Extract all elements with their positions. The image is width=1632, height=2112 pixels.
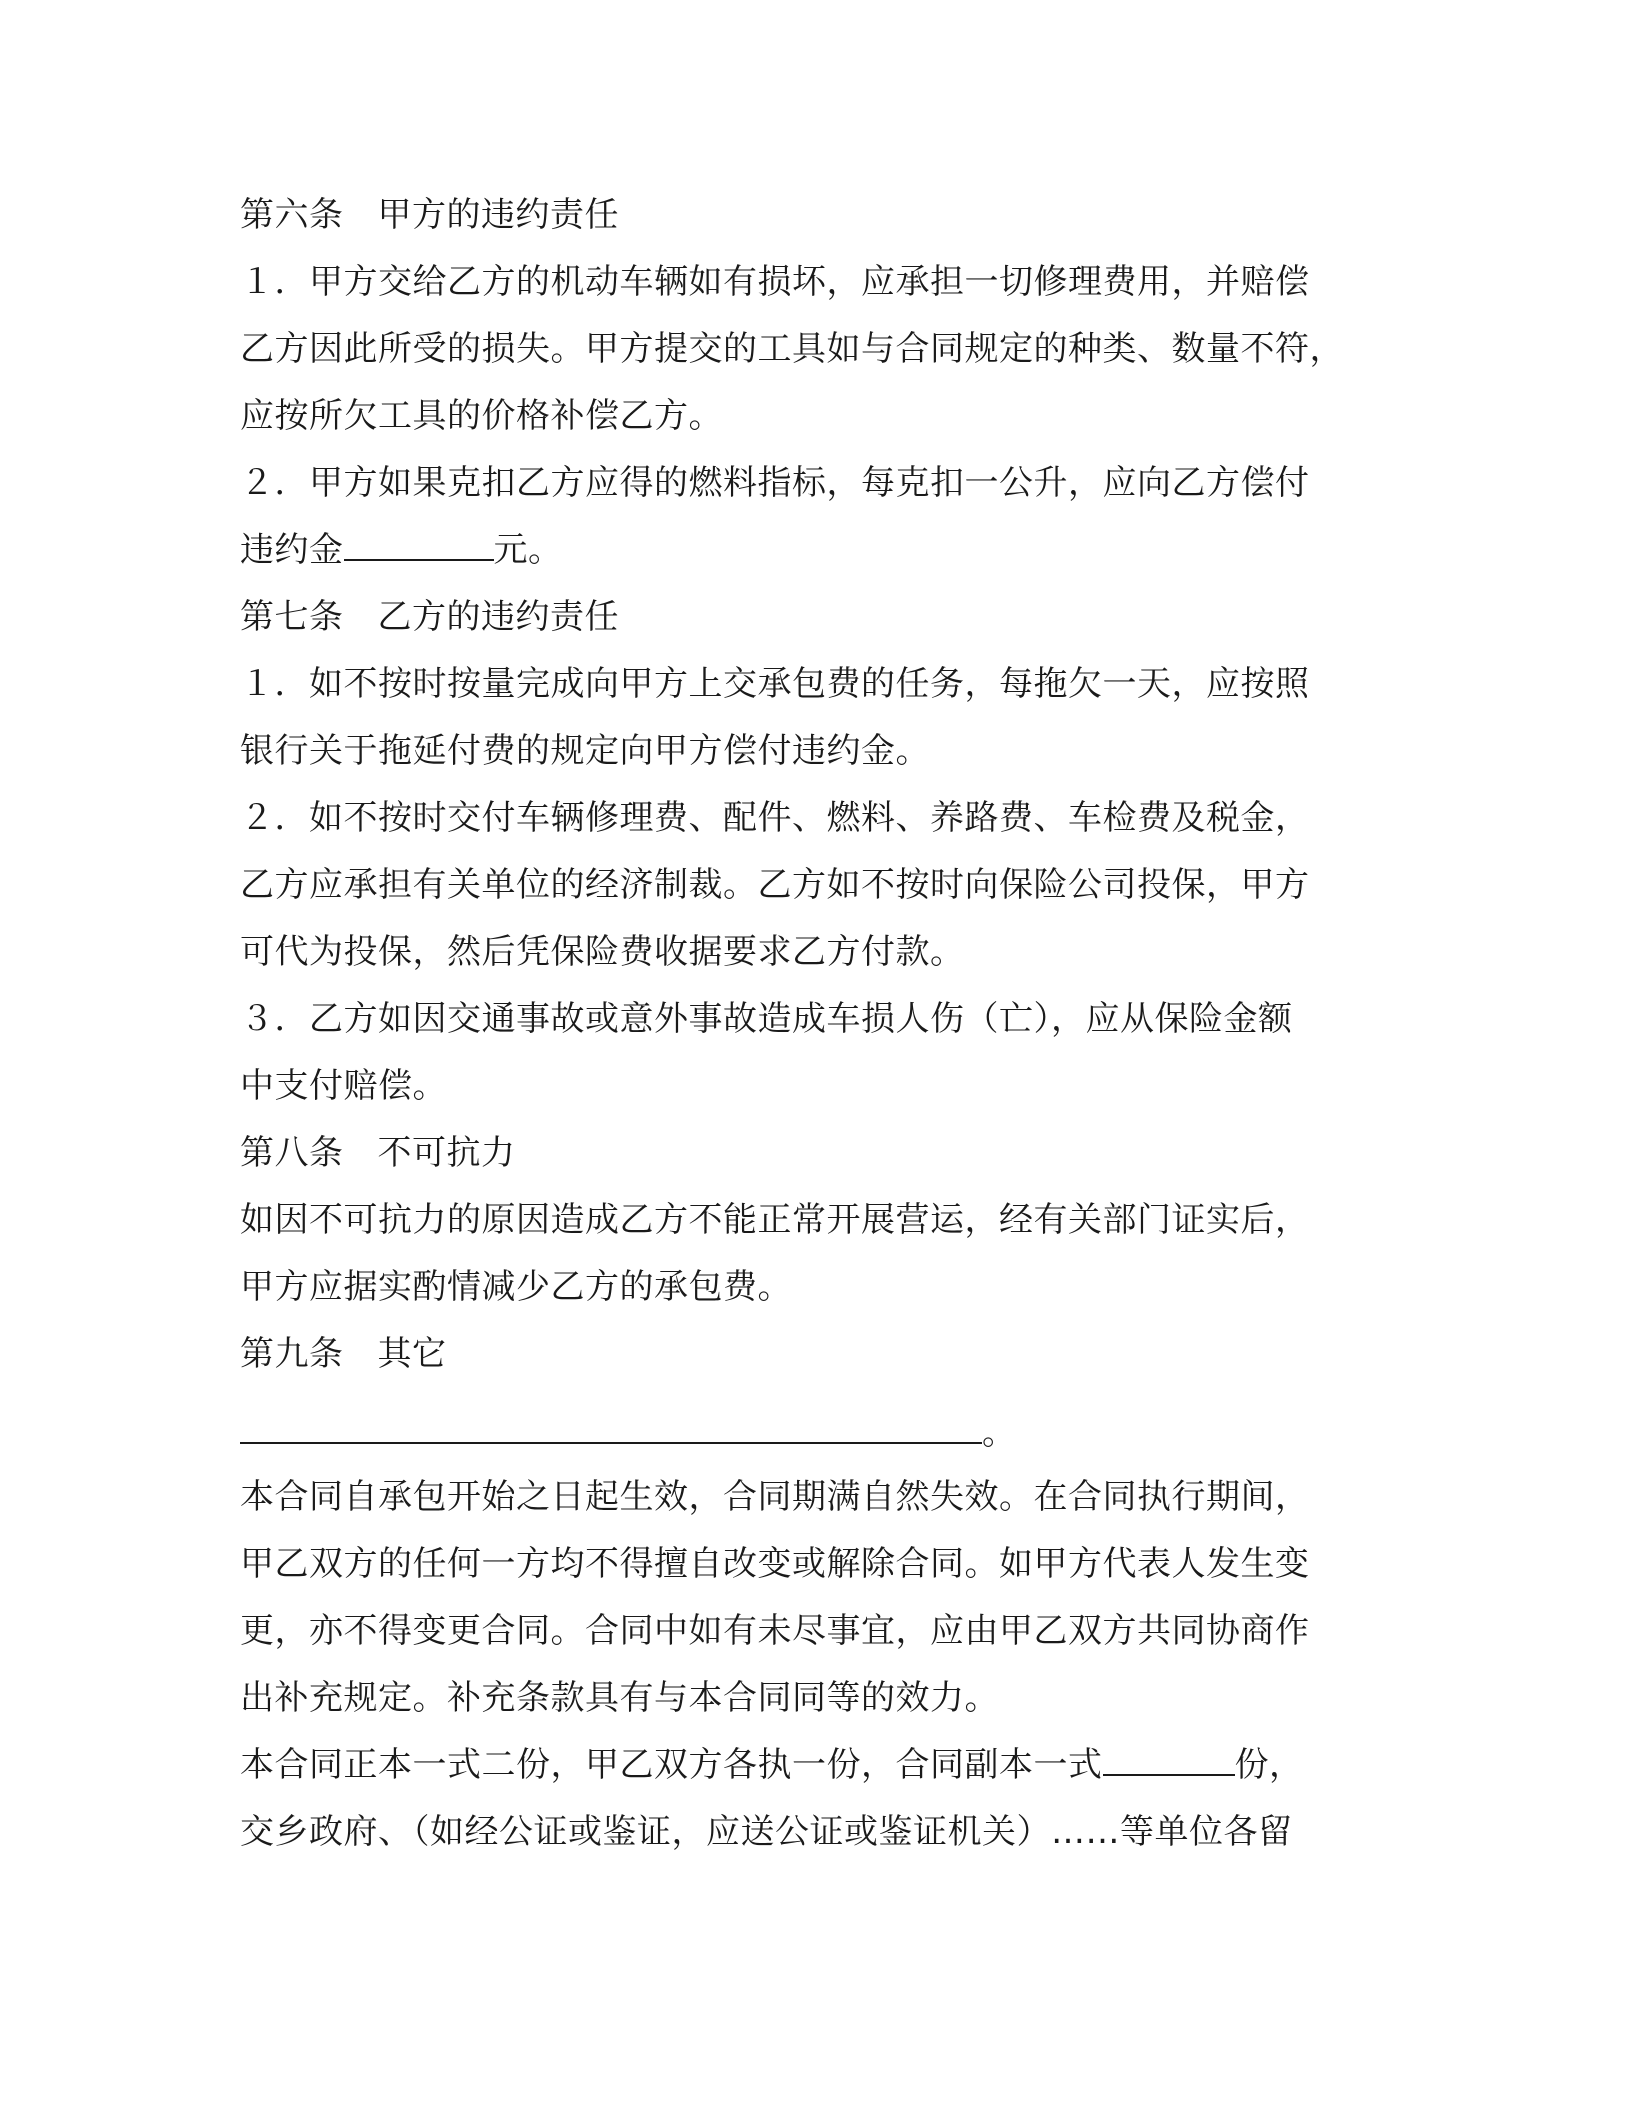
copies-line	[240, 1732, 1400, 1799]
effect-line-1: 本合同自承包开始之日起生效，合同期满自然失效。在合同执行期间，	[240, 1477, 1310, 1517]
article-6-item-2-line-2	[240, 517, 1400, 584]
article-7-item-1-line-2: 银行关于拖延付费的规定向甲方偿付违约金。	[240, 731, 930, 771]
article-7-item-2-line-2: 乙方应承担有关单位的经济制裁。乙方如不按时向保险公司投保，甲方	[240, 865, 1310, 905]
penalty-amount-blank[interactable]	[344, 519, 494, 561]
article-7-item-2-line-3: 可代为投保，然后凭保险费收据要求乙方付款。	[240, 932, 965, 972]
article-7-title: 乙方的违约责任	[377, 597, 619, 637]
article-8-heading	[240, 1120, 1400, 1187]
penalty-label: 违约金	[240, 530, 344, 570]
article-6-title: 甲方的违约责任	[377, 195, 619, 235]
article-9-heading	[240, 1321, 1400, 1388]
article-6-item-1-line-3: 应按所欠工具的价格补偿乙方。	[240, 396, 723, 436]
copies-text: 本合同正本一式二份，甲乙双方各执一份，合同副本一式	[240, 1745, 1103, 1785]
document-body	[240, 182, 1400, 1866]
article-6-number: 第六条	[240, 195, 344, 235]
article-8-number: 第八条	[240, 1133, 344, 1173]
copies-count-blank[interactable]	[1103, 1734, 1235, 1776]
article-8-body-line-1: 如因不可抗力的原因造成乙方不能正常开展营运，经有关部门证实后，	[240, 1200, 1310, 1240]
article-7-item-3-line-2: 中支付赔偿。	[240, 1066, 447, 1106]
article-7-item-3-line-1: ３．乙方如因交通事故或意外事故造成车损人伤（亡），应从保险金额	[240, 999, 1293, 1039]
article-9-other-terms	[240, 1388, 1400, 1464]
article-6-item-1-line-2: 乙方因此所受的损失。甲方提交的工具如与合同规定的种类、数量不符，	[240, 329, 1344, 369]
article-9-number: 第九条	[240, 1334, 344, 1374]
article-6-heading	[240, 182, 1400, 249]
other-terms-blank[interactable]	[240, 1402, 982, 1444]
distribution-line: 交乡政府、（如经公证或鉴证，应送公证或鉴证机关）……等单位各留	[240, 1812, 1293, 1852]
article-7-item-2-line-1: ２．如不按时交付车辆修理费、配件、燃料、养路费、车检费及税金，	[240, 798, 1310, 838]
article-6-item-2-line-1: ２．甲方如果克扣乙方应得的燃料指标，每克扣一公升，应向乙方偿付	[240, 463, 1310, 503]
article-7-number: 第七条	[240, 597, 344, 637]
penalty-unit: 元。	[493, 530, 563, 570]
other-terms-end: 。	[982, 1413, 1017, 1453]
article-7-item-1-line-1: １．如不按时按量完成向甲方上交承包费的任务，每拖欠一天，应按照	[240, 664, 1310, 704]
copies-unit: 份，	[1234, 1745, 1304, 1785]
article-6-item-1-line-1: １．甲方交给乙方的机动车辆如有损坏，应承担一切修理费用，并赔偿	[240, 262, 1310, 302]
effect-line-3: 更，亦不得变更合同。合同中如有未尽事宜，应由甲乙双方共同协商作	[240, 1611, 1310, 1651]
effect-line-4: 出补充规定。补充条款具有与本合同同等的效力。	[240, 1678, 999, 1718]
article-8-body-line-2: 甲方应据实酌情减少乙方的承包费。	[240, 1267, 792, 1307]
article-8-title: 不可抗力	[377, 1133, 516, 1173]
article-9-title: 其它	[377, 1334, 447, 1374]
article-7-heading	[240, 584, 1400, 651]
effect-line-2: 甲乙双方的任何一方均不得擅自改变或解除合同。如甲方代表人发生变	[240, 1544, 1310, 1584]
